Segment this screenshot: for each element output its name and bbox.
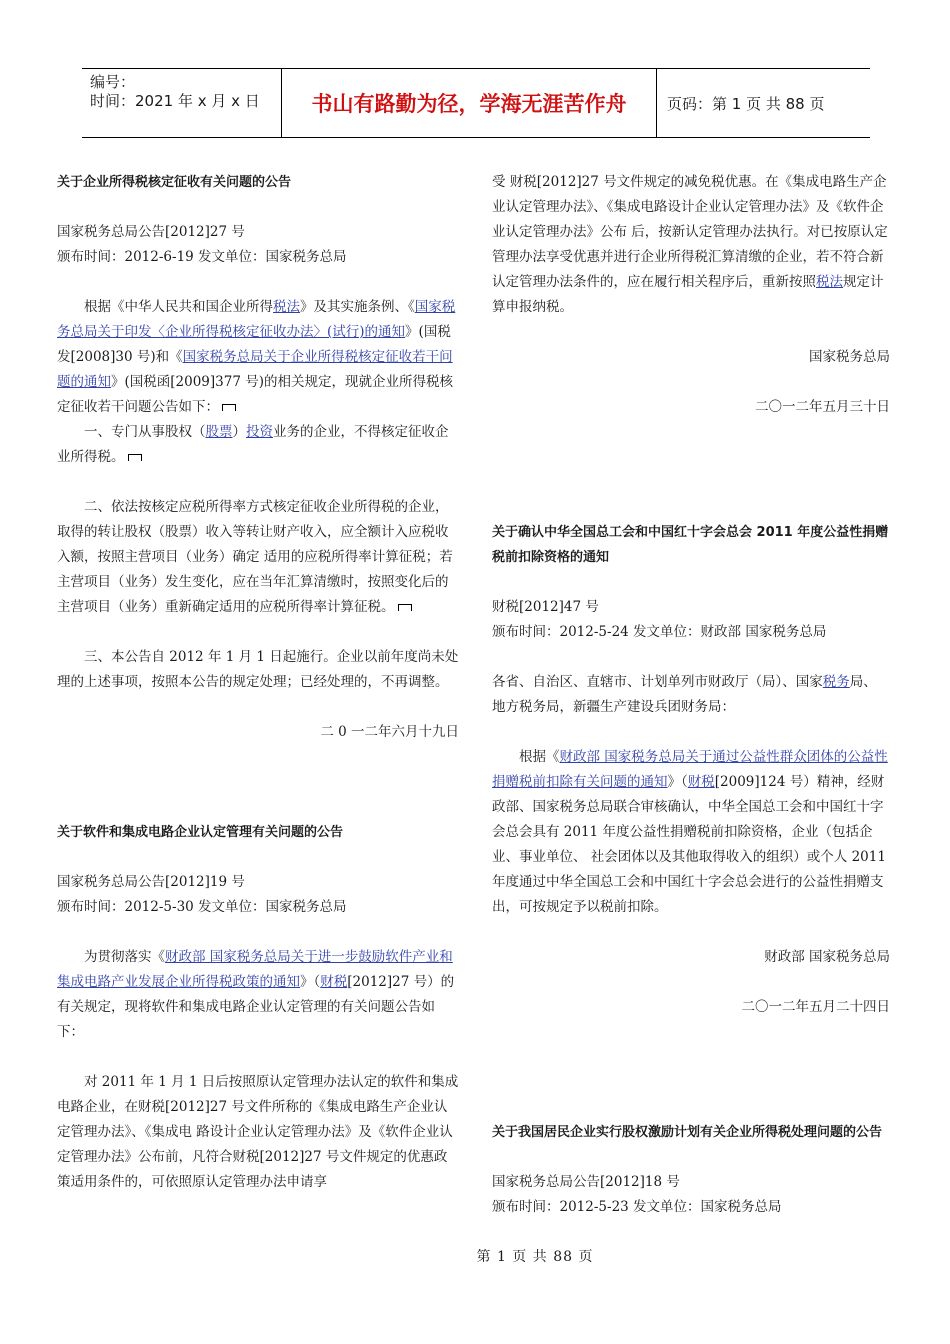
article-title: 关于我国居民企业实行股权激励计划有关企业所得税处理问题的公告 [492,1125,883,1140]
text-run: ） [232,424,246,440]
paragraph-mark-icon [398,604,412,611]
link-caishui[interactable]: 财税 [687,774,715,790]
article-paragraph: 三、本公告自 2012 年 1 月 1 日起施行。企业以前年度尚未处理的上述事项，按照本公告的规定处理；已经处理的，不再调整。 [57,649,459,690]
link-donation-notice[interactable]: 财政部 国家税务总局关于通过公益性群众团体的公益性捐赠税前扣除有关问题的通知 [492,749,888,790]
document-time-label: 时间：2021 年 x 月 x 日 [90,92,260,110]
text-run: 业务的企业，不得核定征收企业所得税。 [57,424,449,465]
article-docno: 国家税务总局公告[2012]27 号 [57,224,245,240]
text-run: 根据《中华人民共和国企业所得 [84,299,273,315]
text-run: 》(国税发[2008]30 号)和《 [57,324,451,365]
document-number-label: 编号： [90,73,136,91]
link-tax-law[interactable]: 税法 [816,274,843,290]
article-sign-date: 二〇一二年五月三十日 [755,399,890,415]
article-paragraph [492,745,890,920]
article-docno: 国家税务总局公告[2012]18 号 [492,1174,680,1190]
text-run: 各省、自治区、直辖市、计划单列市财政厅（局）、国家 [492,674,823,690]
article-title: 关于软件和集成电路企业认定管理有关问题的公告 [57,825,344,840]
footer-page-number: 第 1 页 共 88 页 [476,1249,594,1265]
text-run: 》及其实施条例、《 [300,299,415,315]
text-run: 》(国税函[2009]377 号)的相关规定，现就企业所得税核定征收若干问题公告如下： [57,374,453,415]
article-paragraph: 对 2011 年 1 月 1 日后按照原认定管理办法认定的软件和集成电路企业，在财税[2012]27 号文件所称的《集成电路生产企业认定管理办法》、《集成电 路设计企业认定管理办法》及《软件企业认定管理办法》公布前，凡符合财税[2012]27 号文件规定的优惠政策适用条件的，可依照原认定管理办法申请享 [57,1074,459,1190]
text-run: 为贯彻落实《 [84,949,165,965]
paragraph-mark-icon [222,404,236,411]
text-run: 一、专门从事股权（ [84,424,206,440]
page-footer [0,1246,950,1266]
link-caishui[interactable]: 财税 [320,974,348,990]
paragraph-mark-icon [128,454,142,461]
link-tax-law[interactable]: 税法 [273,299,300,315]
page-header [82,68,870,138]
link-tax[interactable]: 税务 [822,674,850,690]
article-date: 颁布时间：2012-6-19 发文单位：国家税务总局 [57,249,347,265]
link-notice-2008-30[interactable]: 国家税务总局关于印发〈企业所得税核定征收办法〉(试行)的通知 [57,299,456,340]
link-notice-2009-377[interactable]: 国家税务总局关于企业所得税核定征收若干问题的通知 [57,349,453,390]
article-addressee [492,670,890,720]
text-run: 局、地方税务局，新疆生产建设兵团财务局： [492,674,877,715]
article-paragraph [492,170,890,320]
text-run: [2009]124 号）精神，经财政部、国家税务总局联合审核确认，中华全国总工会和中国红十字会总会具有 2011 年度公益性捐赠税前扣除资格，企业（包括企业、事业单位、 社会团体以及其他取得收入的组织）或个人 2011 年度通过中华全国总工会和中国红十字会总会进行的公益性捐赠支出，可按规定予以税前扣除。 [492,774,886,915]
right-column [492,170,890,1220]
article-sign-date: 二〇一二年五月二十四日 [741,999,890,1015]
text-run: 规定计算申报纳税。 [492,274,884,315]
text-run: 根据《 [519,749,560,765]
article-docno: 国家税务总局公告[2012]19 号 [57,874,245,890]
text-run: 》（ [300,974,321,990]
article-paragraph [57,295,459,420]
text-run: [2012]27 号）的有关规定，现将软件和集成电路企业认定管理的有关问题公告如下： [57,974,455,1040]
article-paragraph [57,420,459,470]
text-run: 受 财税[2012]27 号文件规定的减免税优惠。在《集成电路生产企业认定管理办法》、《集成电路设计企业认定管理办法》及《软件企业认定管理办法》公布 后，按新认定管理办法执行。对已按原认定管理办法享受优惠并进行企业所得税汇算清缴的企业，若不符合新认定管理办法条件的，应在履行相关程序后，重新按照 [492,174,888,290]
header-page-label: 页码：第 1 页 共 88 页 [667,94,825,113]
article-docno: 财税[2012]47 号 [492,599,599,615]
article-title: 关于确认中华全国总工会和中国红十字会总会 2011 年度公益性捐赠税前扣除资格的通知 [492,525,889,565]
header-motto: 书山有路勤为径，学海无涯苦作舟 [282,69,657,137]
article-sign-org: 国家税务总局 [809,349,890,365]
header-meta [82,69,282,137]
text-run: 》（ [667,774,688,790]
article-date: 颁布时间：2012-5-23 发文单位：国家税务总局 [492,1199,782,1215]
article-title: 关于企业所得税核定征收有关问题的公告 [57,175,292,190]
left-column [57,170,459,1195]
text-run: 二、依法按核定应税所得率方式核定征收企业所得税的企业，取得的转让股权（股票）收入等转让财产收入，应全额计入应税收入额，按照主营项目（业务）确定 适用的应税所得率计算征税；若主营项目（业务）发生变化，应在当年汇算清缴时，按照变化后的主营项目（业务）重新确定适用的应税所得率计算征税。 [57,499,453,615]
link-stocks[interactable]: 股票 [205,424,233,440]
article-sign-org: 财政部 国家税务总局 [764,949,890,965]
article-paragraph [57,495,459,620]
link-investment[interactable]: 投资 [246,424,273,440]
link-software-policy-notice[interactable]: 财政部 国家税务总局关于进一步鼓励软件产业和集成电路产业发展企业所得税政策的通知 [57,949,453,990]
article-date: 颁布时间：2012-5-30 发文单位：国家税务总局 [57,899,347,915]
article-sign-date: 二 0 一二年六月十九日 [320,724,459,740]
article-paragraph [57,945,459,1045]
article-date: 颁布时间：2012-5-24 发文单位：财政部 国家税务总局 [492,624,827,640]
